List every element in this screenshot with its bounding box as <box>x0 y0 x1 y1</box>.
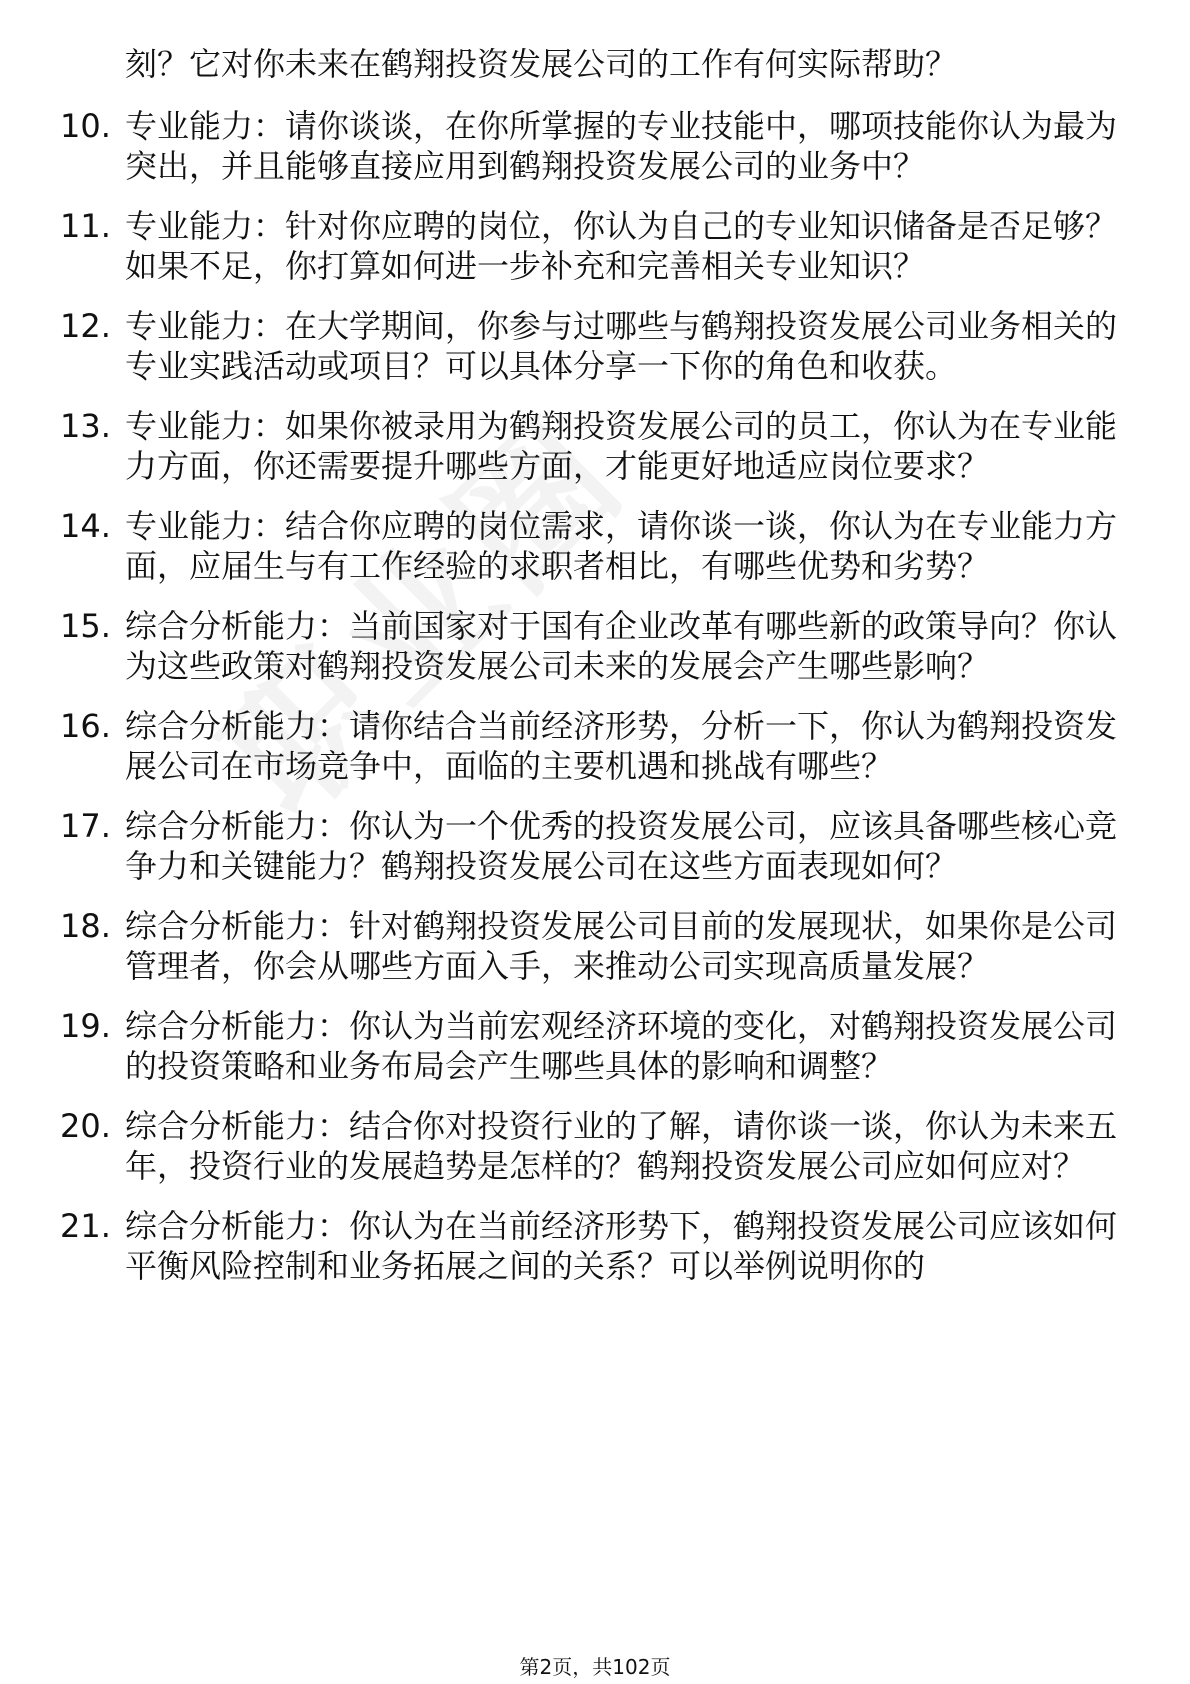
question-item-16 <box>60 706 1140 786</box>
question-item-19 <box>60 1006 1140 1086</box>
question-content <box>60 44 1140 1306</box>
question-number: 21. <box>60 1207 111 1245</box>
question-number: 11. <box>60 207 111 245</box>
question-number: 12. <box>60 307 111 345</box>
question-number: 16. <box>60 707 111 745</box>
question-text: 综合分析能力：你认为在当前经济形势下，鹤翔投资发展公司应该如何平衡风险控制和业务拓展之间的关系？可以举例说明你的 <box>125 1207 1118 1285</box>
question-item-18 <box>60 906 1140 986</box>
question-text: 综合分析能力：请你结合当前经济形势，分析一下，你认为鹤翔投资发展公司在市场竞争中，面临的主要机遇和挑战有哪些？ <box>125 707 1118 785</box>
question-number: 20. <box>60 1107 111 1145</box>
question-item-11 <box>60 206 1140 286</box>
question-item-12 <box>60 306 1140 386</box>
question-item-20 <box>60 1106 1140 1186</box>
question-number: 14. <box>60 507 111 545</box>
question-text: 综合分析能力：你认为当前宏观经济环境的变化，对鹤翔投资发展公司的投资策略和业务布局会产生哪些具体的影响和调整？ <box>125 1007 1118 1085</box>
question-number: 15. <box>60 607 111 645</box>
question-item-13 <box>60 406 1140 486</box>
question-text: 专业能力：在大学期间，你参与过哪些与鹤翔投资发展公司业务相关的专业实践活动或项目？可以具体分享一下你的角色和收获。 <box>125 307 1118 385</box>
question-text: 专业能力：请你谈谈，在你所掌握的专业技能中，哪项技能你认为最为突出，并且能够直接应用到鹤翔投资发展公司的业务中？ <box>125 107 1118 185</box>
question-list <box>60 106 1140 1286</box>
question-number: 19. <box>60 1007 111 1045</box>
question-text: 综合分析能力：结合你对投资行业的了解，请你谈一谈，你认为未来五年，投资行业的发展趋势是怎样的？鹤翔投资发展公司应如何应对？ <box>125 1107 1118 1185</box>
question-number: 17. <box>60 807 111 845</box>
question-number: 13. <box>60 407 111 445</box>
question-item-10 <box>60 106 1140 186</box>
question-text: 综合分析能力：当前国家对于国有企业改革有哪些新的政策导向？你认为这些政策对鹤翔投资发展公司未来的发展会产生哪些影响？ <box>125 607 1118 685</box>
question-item-14 <box>60 506 1140 586</box>
question-text: 综合分析能力：你认为一个优秀的投资发展公司，应该具备哪些核心竞争力和关键能力？鹤翔投资发展公司在这些方面表现如何？ <box>125 807 1118 885</box>
question-item-17 <box>60 806 1140 886</box>
question-text: 综合分析能力：针对鹤翔投资发展公司目前的发展现状，如果你是公司管理者，你会从哪些方面入手，来推动公司实现高质量发展？ <box>125 907 1118 985</box>
continued-question-text: 刻？它对你未来在鹤翔投资发展公司的工作有何实际帮助？ <box>125 45 958 83</box>
page-footer: 第2页，共102页 <box>519 1655 671 1679</box>
question-item-15 <box>60 606 1140 686</box>
question-text: 专业能力：结合你应聘的岗位需求，请你谈一谈，你认为在专业能力方面，应届生与有工作经验的求职者相比，有哪些优势和劣势？ <box>125 507 1118 585</box>
question-text: 专业能力：针对你应聘的岗位，你认为自己的专业知识储备是否足够？如果不足，你打算如何进一步补充和完善相关专业知识？ <box>125 207 1118 285</box>
question-number: 18. <box>60 907 111 945</box>
question-item-21 <box>60 1206 1140 1286</box>
question-number: 10. <box>60 107 111 145</box>
question-text: 专业能力：如果你被录用为鹤翔投资发展公司的员工，你认为在专业能力方面，你还需要提升哪些方面，才能更好地适应岗位要求？ <box>125 407 1118 485</box>
